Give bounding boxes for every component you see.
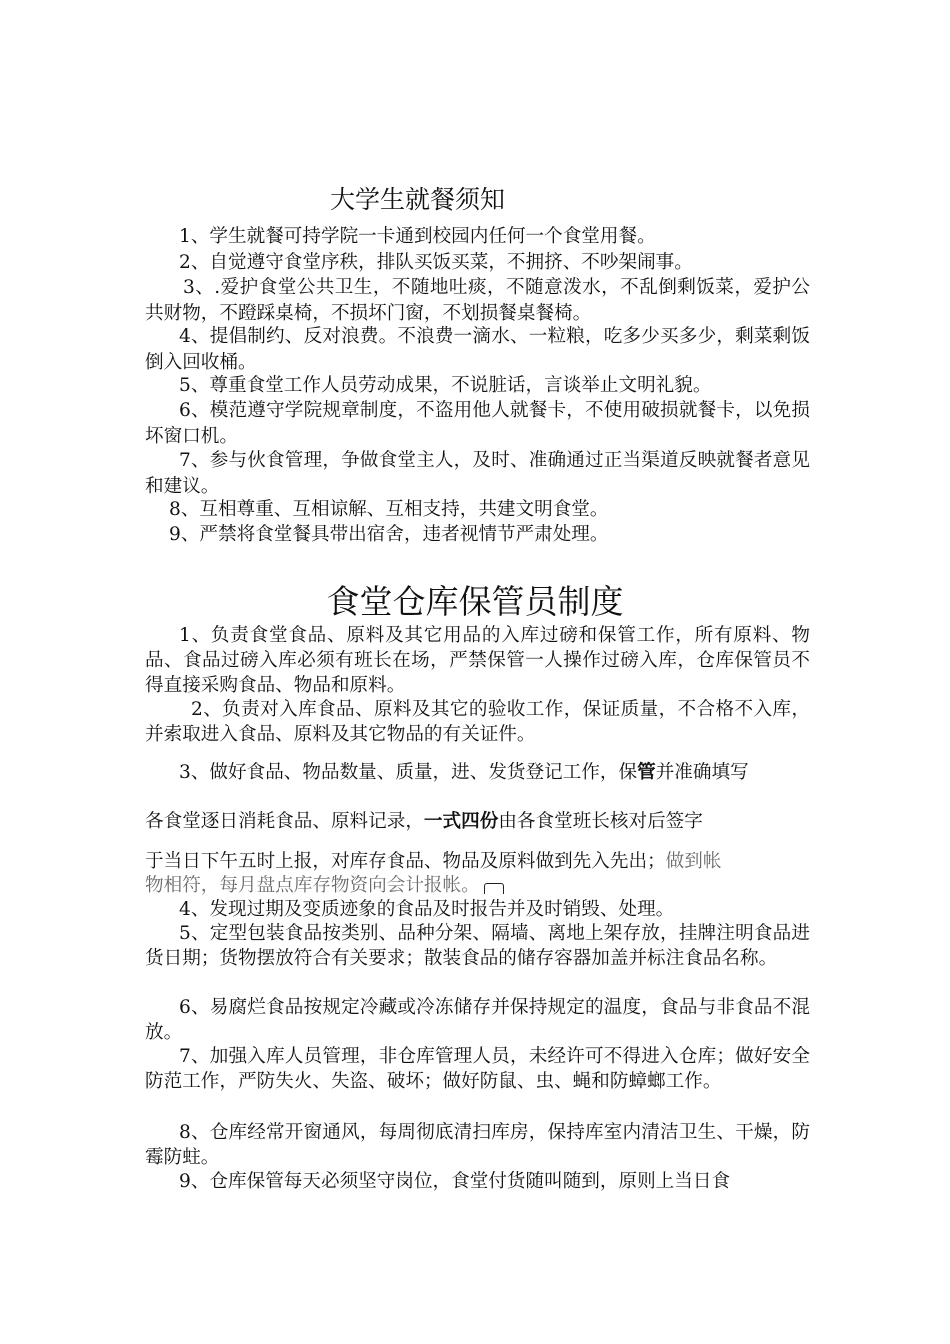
section2-item-8: 8、仓库经常开窗通风，每周彻底清扫库房，保持库室内清洁卫生、干燥，防霉防蛀。 <box>145 1122 810 1168</box>
section2-item-3-line3 <box>145 849 810 874</box>
section2-title: 食堂仓库保管员制度 <box>326 582 624 621</box>
section1-item-8: 8、互相尊重、互相谅解、互相支持，共建文明食堂。 <box>169 499 609 520</box>
section2-item-9: 9、仓库保管每天必须坚守岗位，食堂付货随叫随到，原则上当日食 <box>179 1171 731 1192</box>
section2-item-7: 7、加强入库人员管理，非仓库管理人员，未经许可不得进入仓库；做好安全防范工作，严防失火、失盗、破坏；做好防鼠、虫、蝇和防蟑螂工作。 <box>145 1046 810 1092</box>
item3-text-c: 于当日下午五时上报，对库存食品、物品及原料做到先入先出； <box>145 851 666 872</box>
section2-item-3-line2 <box>145 809 810 834</box>
section1-item-3: 3、.爱护食堂公共卫生，不随地吐痰，不随意泼水，不乱倒剩饭菜，爱护公共财物，不蹬踩桌椅，不损坏门窗，不划损餐桌餐椅。 <box>145 277 810 324</box>
section1-item-4: 4、提倡制约、反对浪费。不浪费一滴水、一粒粮，吃多少买多少，剩菜剩饭倒入回收桶。 <box>145 326 810 373</box>
item3-gray-c: 做到帐 <box>665 851 722 872</box>
item3-text-a-end: 并准确填写 <box>655 762 749 783</box>
section2-item-6: 6、易腐烂食品按规定冷藏或冷冻储存并保持规定的温度，食品与非食品不混放。 <box>145 997 810 1043</box>
section1-item-6: 6、模范遵守学院规章制度，不盗用他人就餐卡，不使用破损就餐卡，以免损坏窗口机。 <box>145 400 810 447</box>
section2-item-3-line4 <box>145 873 810 898</box>
section2-item-2: 2、负责对入库食品、原料及其它的验收工作，保证质量，不合格不入库，并索取进入食品、原料及其它物品的有关证件。 <box>145 699 810 745</box>
section1-item-7: 7、参与伙食管理，争做食堂主人，及时、准确通过正当渠道反映就餐者意见和建议。 <box>145 450 810 497</box>
item3-text-b-end: 由各食堂班长核对后签字 <box>498 811 703 832</box>
section1-item-5: 5、尊重食堂工作人员劳动成果，不说脏话，言谈举止文明礼貌。 <box>179 375 712 396</box>
section2-item-4: 4、发现过期及变质迹象的食品及时报告并及时销毁、处理。 <box>179 899 675 920</box>
item3-gray-d: 物相符，每月盘点库存物资向会计报帐。 <box>145 875 480 896</box>
item3-bold-a: 管 <box>637 762 656 783</box>
section2-item-3-line1 <box>145 760 810 785</box>
section1-item-1: 1、学生就餐可持学院一卡通到校园内任何一个食堂用餐。 <box>179 226 656 247</box>
item3-text-a: 3、做好食品、物品数量、质量，进、发货登记工作，保 <box>179 762 638 783</box>
section1-title: 大学生就餐须知 <box>330 185 506 214</box>
section2-item-1: 1、负责食堂食品、原料及其它用品的入库过磅和保管工作，所有原料、物品、食品过磅入库必须有班长在场，严禁保管一人操作过磅入库，仓库保管员不得直接采购食品、物品和原料。 <box>145 625 810 696</box>
item3-bold-b: 一式四份 <box>423 811 499 832</box>
comment-marker-icon <box>484 883 504 894</box>
item3-text-b: 各食堂逐日消耗食品、原料记录， <box>145 811 424 832</box>
section1-item-9: 9、严禁将食堂餐具带出宿舍，违者视情节严肃处理。 <box>169 524 609 545</box>
section2-item-5: 5、定型包装食品按类别、品种分架、隔墙、离地上架存放，挂牌注明食品进货日期；货物摆放符合有关要求；散装食品的储存容器加盖并标注食品名称。 <box>145 923 810 969</box>
section1-item-2: 2、自觉遵守食堂序秩，排队买饭买菜，不拥挤、不吵架闹事。 <box>179 252 693 273</box>
